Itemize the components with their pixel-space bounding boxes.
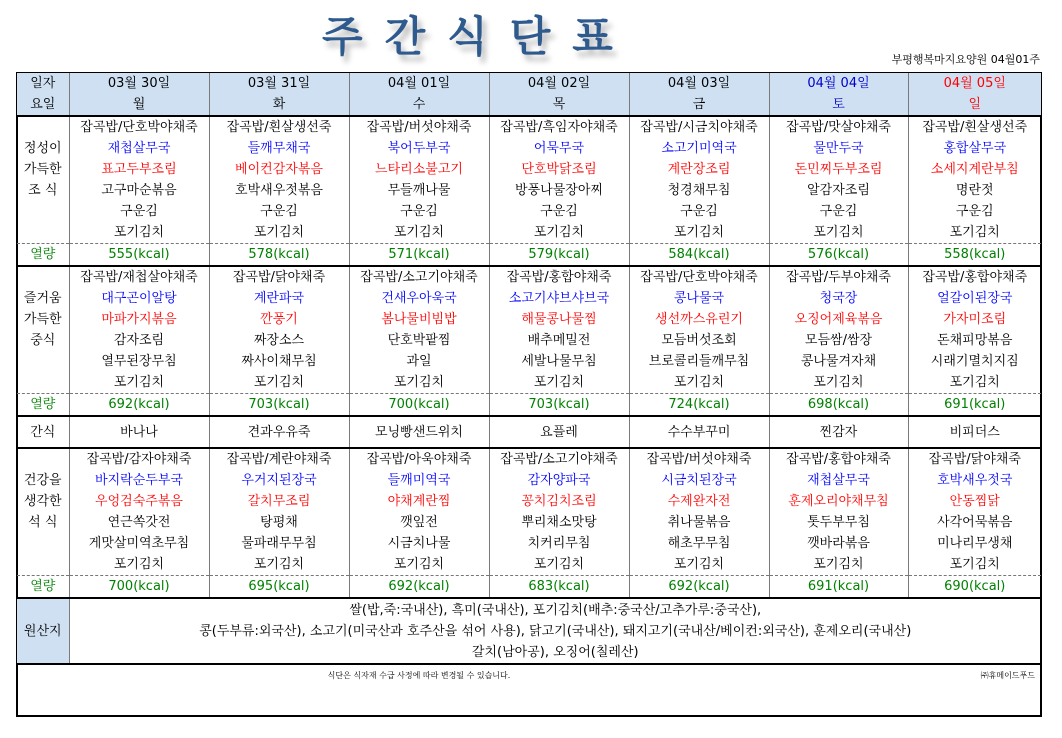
dinner-label-cell: 건강을	[23, 473, 62, 488]
date-cell: 04월 04일	[769, 73, 908, 94]
menu-item: 청국장	[769, 288, 908, 309]
day-cell: 화	[209, 94, 349, 116]
date-cell: 04월 01일	[349, 73, 489, 94]
menu-item: 재첩살무국	[69, 138, 209, 159]
dinner-label-cell	[17, 554, 69, 576]
menu-item: 감자조림	[69, 330, 209, 351]
menu-item: 고구마순볶음	[69, 180, 209, 201]
dinner-row	[17, 491, 1041, 512]
menu-item: 잡곡밥/맛살야채죽	[769, 116, 908, 138]
menu-item: 계란파국	[209, 288, 349, 309]
menu-item: 잡곡밥/단호박야채죽	[629, 266, 769, 288]
menu-item: 브로콜리들깨무침	[629, 351, 769, 372]
menu-item: 바지락순두부국	[69, 470, 209, 491]
kcal-label: 열량	[17, 576, 69, 599]
menu-item: 구운김	[489, 201, 629, 222]
kcal-value: 691(kcal)	[908, 394, 1041, 417]
menu-item: 포기김치	[209, 222, 349, 244]
menu-item: 구운김	[908, 201, 1041, 222]
menu-item: 게맛살미역초무침	[69, 533, 209, 554]
kcal-value: 692(kcal)	[69, 394, 209, 417]
menu-item: 과일	[349, 351, 489, 372]
menu-item: 치커리무침	[489, 533, 629, 554]
origin-text	[69, 598, 1041, 664]
kcal-label: 열량	[17, 394, 69, 417]
day-cell: 토	[769, 94, 908, 116]
menu-item: 잡곡밥/홍합야채죽	[769, 448, 908, 470]
menu-item: 단호박팥찜	[349, 330, 489, 351]
menu-item: 포기김치	[908, 554, 1041, 576]
menu-item: 수제완자전	[629, 491, 769, 512]
dinner-row	[17, 448, 1041, 470]
menu-item: 우엉검숙주볶음	[69, 491, 209, 512]
menu-item: 포기김치	[489, 372, 629, 394]
menu-item: 시래기멸치지짐	[908, 351, 1041, 372]
dinner-row	[17, 512, 1041, 533]
kcal-value: 555(kcal)	[69, 244, 209, 267]
kcal-value: 571(kcal)	[349, 244, 489, 267]
snack-item: 모닝빵샌드위치	[349, 416, 489, 448]
date-cell: 04월 02일	[489, 73, 629, 94]
menu-item: 안동찜닭	[908, 491, 1041, 512]
menu-item: 시금치나물	[349, 533, 489, 554]
menu-item: 잡곡밥/계란야채죽	[209, 448, 349, 470]
snack-label-cell: 간식	[17, 416, 69, 448]
lunch-label-cell: 즐거움	[23, 291, 62, 306]
lunch-row	[17, 309, 1041, 330]
breakfast-label-cell	[17, 201, 69, 222]
breakfast-row	[17, 180, 1041, 201]
menu-item: 뿌리채소맛탕	[489, 512, 629, 533]
menu-item: 사각어묵볶음	[908, 512, 1041, 533]
menu-item: 감자양파국	[489, 470, 629, 491]
menu-item: 잡곡밥/버섯야채죽	[629, 448, 769, 470]
menu-item: 포기김치	[769, 554, 908, 576]
menu-item: 포기김치	[629, 372, 769, 394]
menu-item: 포기김치	[908, 372, 1041, 394]
origin-row	[17, 598, 1041, 664]
lunch-kcal-row	[17, 394, 1041, 417]
menu-item: 물파래무무침	[209, 533, 349, 554]
menu-item: 봄나물비빔밥	[349, 309, 489, 330]
origin-label-cell: 원산지	[17, 598, 69, 664]
kcal-value: 691(kcal)	[769, 576, 908, 599]
kcal-value: 724(kcal)	[629, 394, 769, 417]
menu-item: 호박새우젓볶음	[209, 180, 349, 201]
dinner-kcal-row	[17, 576, 1041, 599]
kcal-value: 683(kcal)	[489, 576, 629, 599]
lunch-row	[17, 266, 1041, 288]
menu-item: 포기김치	[209, 554, 349, 576]
header-date-row	[17, 73, 1041, 94]
breakfast-label-cell	[17, 222, 69, 244]
menu-item: 구운김	[69, 201, 209, 222]
breakfast-row	[17, 201, 1041, 222]
menu-item: 포기김치	[769, 372, 908, 394]
menu-item: 포기김치	[349, 222, 489, 244]
lunch-label-cell: 중식	[30, 333, 56, 348]
weekly-menu-table	[17, 73, 1041, 686]
menu-item: 구운김	[769, 201, 908, 222]
menu-item: 톳두부무침	[769, 512, 908, 533]
footer-spacer	[17, 664, 69, 686]
kcal-label: 열량	[17, 244, 69, 267]
menu-item: 깻바라볶음	[769, 533, 908, 554]
menu-item: 잡곡밥/흑임자야채죽	[489, 116, 629, 138]
menu-item: 잡곡밥/두부야채죽	[769, 266, 908, 288]
menu-item: 연근쏙갓전	[69, 512, 209, 533]
menu-item: 잡곡밥/흰살생선죽	[908, 116, 1041, 138]
lunch-row	[17, 288, 1041, 309]
date-cell: 04월 03일	[629, 73, 769, 94]
day-cell: 월	[69, 94, 209, 116]
kcal-value: 692(kcal)	[629, 576, 769, 599]
kcal-value: 703(kcal)	[489, 394, 629, 417]
dinner-row	[17, 470, 1041, 491]
menu-item: 잡곡밥/재첩살야채죽	[69, 266, 209, 288]
menu-item: 돈민찌두부조림	[769, 159, 908, 180]
dinner-row	[17, 554, 1041, 576]
menu-item: 포기김치	[629, 222, 769, 244]
snack-item: 비피더스	[908, 416, 1041, 448]
breakfast-label-cell	[17, 116, 69, 138]
menu-item: 구운김	[629, 201, 769, 222]
menu-item: 생선까스유린기	[629, 309, 769, 330]
kcal-value: 695(kcal)	[209, 576, 349, 599]
menu-item: 깻잎전	[349, 512, 489, 533]
page-title: 주간식단표	[322, 12, 635, 61]
menu-item: 소고기샤브샤브국	[489, 288, 629, 309]
menu-item: 미나리무생채	[908, 533, 1041, 554]
menu-item: 열무된장무침	[69, 351, 209, 372]
lunch-label-cell	[17, 372, 69, 394]
day-cell: 금	[629, 94, 769, 116]
menu-item: 잡곡밥/시금치야채죽	[629, 116, 769, 138]
menu-item: 방풍나물장아찌	[489, 180, 629, 201]
menu-item: 포기김치	[489, 554, 629, 576]
menu-item: 잡곡밥/홍합야채죽	[908, 266, 1041, 288]
menu-item: 얼갈이된장국	[908, 288, 1041, 309]
facility-week-label: 부평행복마지요양원 04월01주	[891, 53, 1040, 66]
menu-item: 잡곡밥/닭야채죽	[908, 448, 1041, 470]
kcal-value: 579(kcal)	[489, 244, 629, 267]
day-cell: 수	[349, 94, 489, 116]
menu-item: 잡곡밥/닭야채죽	[209, 266, 349, 288]
kcal-value: 576(kcal)	[769, 244, 908, 267]
menu-item: 청경채무침	[629, 180, 769, 201]
menu-item: 배추메밀전	[489, 330, 629, 351]
menu-item: 베이컨감자볶음	[209, 159, 349, 180]
kcal-value: 698(kcal)	[769, 394, 908, 417]
origin-line: 쌀(밥,죽:국내산), 흑미(국내산), 포기김치(배추:중국산/고추가루:중국산),	[349, 602, 762, 618]
menu-item: 단호박닭조림	[489, 159, 629, 180]
menu-item: 세발나물무침	[489, 351, 629, 372]
menu-item: 포기김치	[69, 372, 209, 394]
date-cell: 03월 31일	[209, 73, 349, 94]
menu-item: 들깨무채국	[209, 138, 349, 159]
menu-item: 소고기미역국	[629, 138, 769, 159]
notice-text: 식단은 식자재 수급 사정에 따라 변경될 수 있습니다.	[69, 664, 769, 686]
menu-item: 무들깨나물	[349, 180, 489, 201]
menu-item: 짜장소스	[209, 330, 349, 351]
kcal-value: 692(kcal)	[349, 576, 489, 599]
dinner-row	[17, 533, 1041, 554]
dinner-label-cell	[17, 533, 69, 554]
menu-item: 마파가지볶음	[69, 309, 209, 330]
snack-item: 찐감자	[769, 416, 908, 448]
menu-item: 잡곡밥/소고기야채죽	[349, 266, 489, 288]
menu-item: 포기김치	[69, 554, 209, 576]
menu-item: 재첩살무국	[769, 470, 908, 491]
menu-item: 우거지된장국	[209, 470, 349, 491]
menu-item: 해초무무침	[629, 533, 769, 554]
date-cell: 04월 05일	[908, 73, 1041, 94]
kcal-value: 578(kcal)	[209, 244, 349, 267]
menu-item: 호박새우젓국	[908, 470, 1041, 491]
menu-item: 표고두부조림	[69, 159, 209, 180]
kcal-value: 700(kcal)	[69, 576, 209, 599]
snack-item: 바나나	[69, 416, 209, 448]
kcal-value: 690(kcal)	[908, 576, 1041, 599]
breakfast-label-cell: 조 식	[28, 183, 58, 198]
menu-item: 모듬쌈/쌈장	[769, 330, 908, 351]
day-cell: 목	[489, 94, 629, 116]
lunch-label-cell	[17, 351, 69, 372]
lunch-row	[17, 372, 1041, 394]
snack-item: 요플레	[489, 416, 629, 448]
menu-item: 북어두부국	[349, 138, 489, 159]
menu-item: 계란장조림	[629, 159, 769, 180]
menu-item: 대구곤이알탕	[69, 288, 209, 309]
menu-item: 콩나물국	[629, 288, 769, 309]
brand-text: ㈜휴메이드푸드	[769, 664, 1041, 686]
menu-item: 콩나물겨자채	[769, 351, 908, 372]
menu-item: 포기김치	[69, 222, 209, 244]
breakfast-row	[17, 159, 1041, 180]
menu-item: 시금치된장국	[629, 470, 769, 491]
menu-item: 포기김치	[349, 554, 489, 576]
menu-item: 포기김치	[209, 372, 349, 394]
snack-row	[17, 416, 1041, 448]
menu-item: 잡곡밥/소고기야채죽	[489, 448, 629, 470]
lunch-row	[17, 330, 1041, 351]
snack-item: 견과우유죽	[209, 416, 349, 448]
dinner-label-cell: 석 식	[28, 515, 58, 530]
breakfast-row	[17, 222, 1041, 244]
menu-item: 갈치무조림	[209, 491, 349, 512]
menu-item: 깐풍기	[209, 309, 349, 330]
breakfast-kcal-row	[17, 244, 1041, 267]
menu-item: 명란젓	[908, 180, 1041, 201]
menu-item: 잡곡밥/버섯야채죽	[349, 116, 489, 138]
lunch-label-cell: 가득한	[23, 312, 62, 327]
origin-line: 콩(두부류:외국산), 소고기(미국산과 호주산을 섞어 사용), 닭고기(국내산), 돼지고기(국내산/베이컨:외국산), 훈제오리(국내산)	[199, 623, 912, 639]
menu-item: 오징어제육볶음	[769, 309, 908, 330]
menu-item: 홍합살무국	[908, 138, 1041, 159]
kcal-value: 584(kcal)	[629, 244, 769, 267]
menu-item: 구운김	[209, 201, 349, 222]
breakfast-label-cell: 가득한	[23, 162, 62, 177]
snack-item: 수수부꾸미	[629, 416, 769, 448]
menu-item: 잡곡밥/아욱야채죽	[349, 448, 489, 470]
kcal-value: 700(kcal)	[349, 394, 489, 417]
day-label-cell: 요일	[17, 94, 69, 116]
menu-item: 잡곡밥/단호박야채죽	[69, 116, 209, 138]
menu-item: 포기김치	[769, 222, 908, 244]
menu-item: 어묵무국	[489, 138, 629, 159]
kcal-value: 703(kcal)	[209, 394, 349, 417]
menu-item: 소세지계란부침	[908, 159, 1041, 180]
menu-item: 훈제오리야채무침	[769, 491, 908, 512]
menu-item: 잡곡밥/홍합야채죽	[489, 266, 629, 288]
menu-item: 꽁치김치조림	[489, 491, 629, 512]
date-label-cell: 일자	[17, 73, 69, 94]
menu-item: 포기김치	[489, 222, 629, 244]
kcal-value: 558(kcal)	[908, 244, 1041, 267]
menu-item: 모듬버섯조회	[629, 330, 769, 351]
menu-item: 포기김치	[908, 222, 1041, 244]
menu-item: 들깨미역국	[349, 470, 489, 491]
day-cell: 일	[908, 94, 1041, 116]
menu-item: 잡곡밥/흰살생선죽	[209, 116, 349, 138]
lunch-row	[17, 351, 1041, 372]
menu-item: 구운김	[349, 201, 489, 222]
origin-line: 갈치(남아공), 오징어(칠레산)	[471, 644, 639, 660]
footer-row	[17, 664, 1041, 686]
menu-item: 짜사이채무침	[209, 351, 349, 372]
date-cell: 03월 30일	[69, 73, 209, 94]
breakfast-row	[17, 116, 1041, 138]
menu-item: 건새우아욱국	[349, 288, 489, 309]
menu-item: 포기김치	[629, 554, 769, 576]
dinner-label-cell: 생각한	[23, 494, 62, 509]
menu-item: 돈채피망볶음	[908, 330, 1041, 351]
menu-item: 취나물볶음	[629, 512, 769, 533]
menu-item: 물만두국	[769, 138, 908, 159]
menu-item: 잡곡밥/감자야채죽	[69, 448, 209, 470]
menu-item: 탕평채	[209, 512, 349, 533]
menu-item: 느타리소불고기	[349, 159, 489, 180]
menu-item: 포기김치	[349, 372, 489, 394]
menu-item: 가자미조림	[908, 309, 1041, 330]
dinner-label-cell	[17, 448, 69, 470]
breakfast-label-cell: 정성이	[23, 141, 62, 156]
header-day-row	[17, 94, 1041, 116]
lunch-label-cell	[17, 266, 69, 288]
menu-item: 야채계란찜	[349, 491, 489, 512]
menu-item: 알감자조림	[769, 180, 908, 201]
breakfast-row	[17, 138, 1041, 159]
menu-item: 해물콩나물찜	[489, 309, 629, 330]
